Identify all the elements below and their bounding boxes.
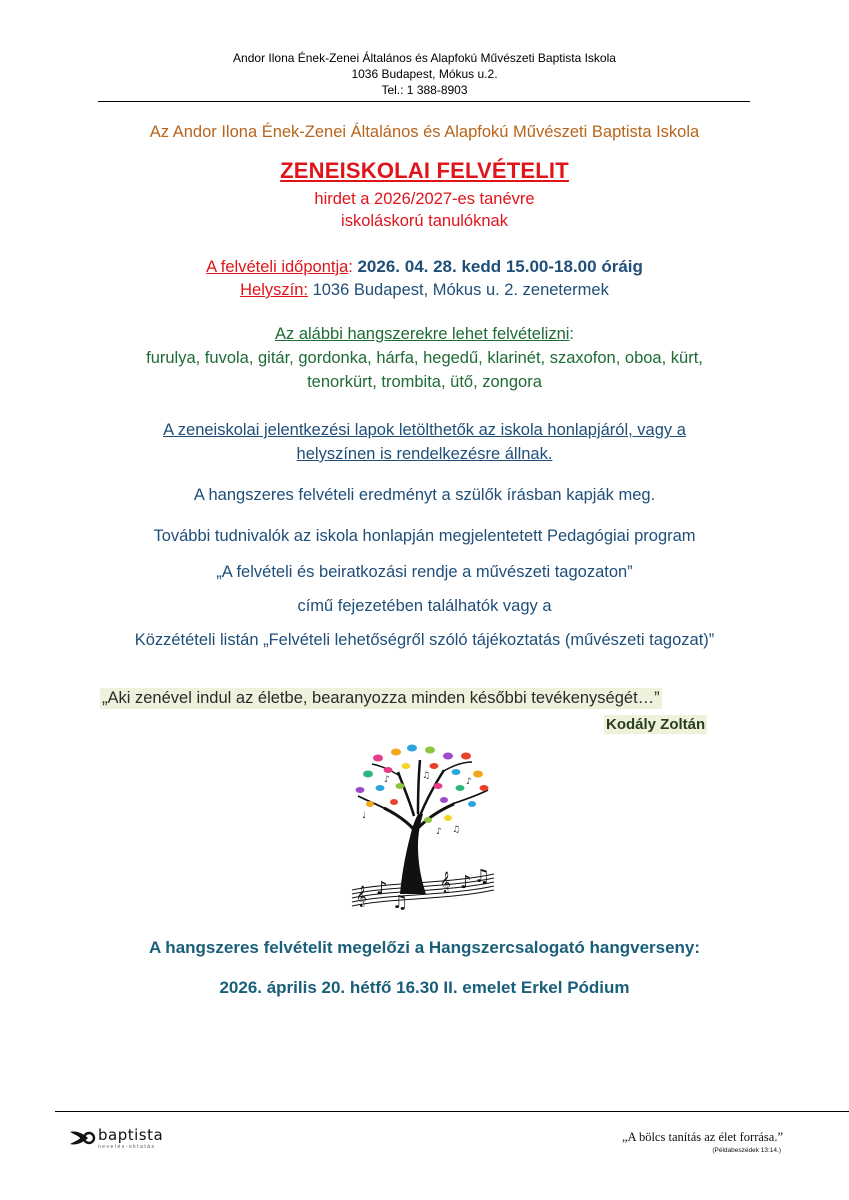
exam-time-sep: :: [348, 258, 358, 276]
exam-place-value: 1036 Budapest, Mókus u. 2. zenetermek: [308, 281, 609, 299]
svg-text:♪: ♪: [466, 777, 472, 787]
exam-time: [0, 257, 849, 277]
header-divider: [98, 101, 750, 102]
instruments-list-1: furulya, fuvola, gitár, gordonka, hárfa, hegedű, klarinét, szaxofon, oboa, kürt,: [146, 349, 703, 367]
svg-text:♫: ♫: [452, 825, 461, 835]
school-intro: Az Andor Ilona Ének-Zenei Általános és Alapfokú Művészeti Baptista Iskola: [149, 123, 700, 141]
instruments-heading-text: Az alábbi hangszerekre lehet felvételizni: [274, 325, 570, 343]
svg-text:♪: ♪: [436, 827, 442, 837]
baptista-logo-text: baptista: [98, 1126, 164, 1144]
announce-line-1: hirdet a 2026/2027-es tanévre: [314, 190, 535, 208]
exam-time-value: 2026. 04. 28. kedd 15.00-18.00 óráig: [357, 257, 643, 276]
more-info-3: című fejezetében találhatók vagy a: [297, 597, 552, 615]
footer-motto-reference: (Példabeszédek 13:14.): [712, 1147, 781, 1154]
svg-text:𝄞: 𝄞: [440, 872, 451, 893]
concert-date: 2026. április 20. hétfő 16.30 II. emelet Erkel Pódium: [219, 978, 630, 997]
instruments-list-2: tenorkürt, trombita, ütő, zongora: [307, 373, 542, 391]
svg-text:♫: ♫: [422, 771, 431, 781]
svg-text:♩: ♩: [362, 811, 367, 821]
results-info: A hangszeres felvételi eredményt a szülők írásban kapják meg.: [193, 486, 656, 504]
header-address: 1036 Budapest, Mókus u.2.: [351, 67, 498, 81]
header-phone: Tel.: 1 388-8903: [381, 83, 468, 97]
exam-place: [0, 281, 849, 300]
svg-text:♫: ♫: [392, 892, 409, 913]
header-school-name: Andor Ilona Ének-Zenei Általános és Alapfokú Művészeti Baptista Iskola: [233, 51, 616, 65]
svg-text:𝄞: 𝄞: [356, 886, 367, 907]
forms-info-line-1: A zeneiskolai jelentkezési lapok letölthetők az iskola honlapjáról, vagy a: [163, 421, 686, 439]
footer-motto: „A bölcs tanítás az élet forrása.”: [621, 1130, 783, 1144]
concert-announcement: A hangszeres felvételit megelőzi a Hangszercsalogató hangverseny:: [148, 938, 701, 957]
exam-place-label: Helyszín:: [240, 281, 308, 299]
baptista-logo-icon: [68, 1128, 96, 1148]
more-info-2: „A felvételi és beiratkozási rendje a művészeti tagozaton”: [216, 563, 633, 581]
baptista-logo: [68, 1126, 188, 1156]
svg-text:♪: ♪: [376, 878, 388, 899]
svg-text:♪: ♪: [460, 872, 472, 893]
more-info-4: Közzétételi listán „Felvételi lehetőségről szóló tájékoztatás (művészeti tagozat)”: [134, 631, 715, 649]
quote-author: Kodály Zoltán: [606, 716, 706, 733]
more-info-1: További tudnivalók az iskola honlapján megjelentetett Pedagógiai program: [153, 527, 696, 545]
announce-line-2: iskoláskorú tanulóknak: [341, 212, 508, 230]
footer-divider: [55, 1111, 849, 1112]
kodaly-quote: „Aki zenével indul az életbe, bearanyozza minden későbbi tevékenységét…”: [102, 689, 660, 707]
svg-text:♪: ♪: [384, 775, 390, 785]
instruments-heading-colon: :: [569, 325, 574, 343]
exam-time-label: A felvételi időpontja: [206, 258, 349, 276]
music-tree-illustration: [348, 742, 498, 914]
instruments-heading: [0, 325, 849, 344]
baptista-logo-subtext: nevelés-oktatás: [98, 1144, 156, 1150]
forms-info-line-2: helyszínen is rendelkezésre állnak.: [296, 445, 553, 463]
svg-text:♫: ♫: [474, 866, 491, 887]
page-title: ZENEISKOLAI FELVÉTELIT: [280, 158, 569, 183]
